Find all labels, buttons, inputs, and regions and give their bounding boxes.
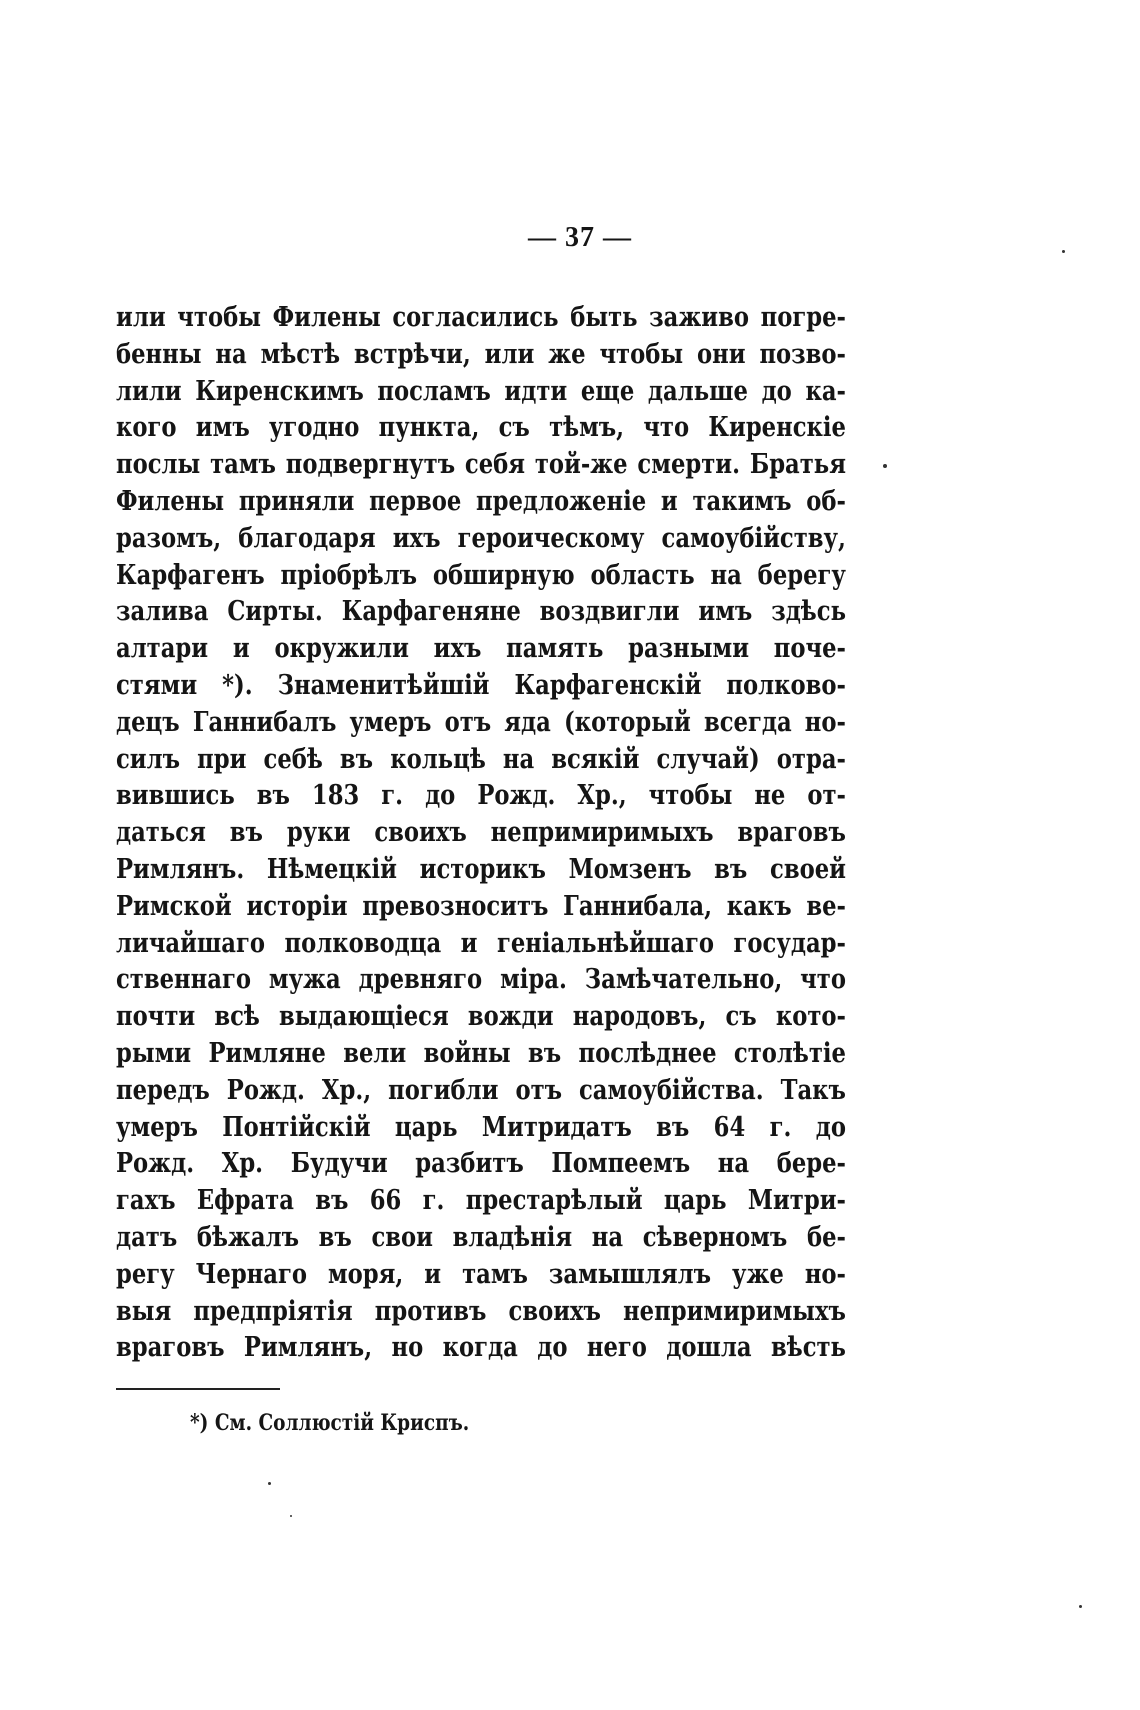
text-line: послы тамъ подвергнутъ себя той-же смерти. Братья — [116, 449, 846, 481]
text-line: враговъ Римлянъ, но когда до него дошла вѣсть — [116, 1332, 846, 1364]
text-line: лили Киренскимъ посламъ идти еще дальше до ка- — [116, 375, 846, 407]
scan-speck — [268, 1482, 271, 1485]
scan-speck — [883, 464, 887, 468]
text-line: Рожд. Хр. Будучи разбитъ Помпеемъ на бере- — [116, 1148, 846, 1180]
text-line: ственнаго мужа древняго міра. Замѣчательно, что — [116, 964, 846, 996]
text-line: Филены приняли первое предложеніе и такимъ об- — [116, 485, 846, 517]
text-line: стями *). Знаменитѣйшій Карфагенскій полково- — [116, 669, 846, 701]
text-line: вившись въ 183 г. до Рожд. Хр., чтобы не от- — [116, 780, 846, 812]
text-line: рыми Римляне вели войны въ послѣднее столѣтіе — [116, 1037, 846, 1069]
scan-speck — [290, 1515, 292, 1517]
text-line: залива Сирты. Карфагеняне воздвигли имъ здѣсь — [116, 596, 846, 628]
text-line: датъ бѣжалъ въ свои владѣнія на сѣверномъ бе- — [116, 1221, 846, 1253]
text-line: гахъ Ефрата въ 66 г. престарѣлый царь Митри- — [116, 1185, 846, 1217]
text-line: силъ при себѣ въ кольцѣ на всякій случай) отра- — [116, 743, 846, 775]
footnote-rule — [116, 1388, 280, 1390]
text-line: или чтобы Филены согласились быть заживо погре- — [116, 302, 846, 333]
body-text — [116, 300, 846, 1367]
text-line: почти всѣ выдающіеся вожди народовъ, съ кото- — [116, 1001, 846, 1033]
text-line: бенны на мѣстѣ встрѣчи, или же чтобы они позво- — [116, 338, 846, 370]
text-line: кого имъ угодно пункта, съ тѣмъ, что Киренскіе — [116, 412, 846, 444]
scan-speck — [1079, 1605, 1082, 1608]
text-line: децъ Ганнибалъ умеръ отъ яда (который всегда но- — [116, 706, 846, 738]
text-line: выя предпріятія противъ своихъ непримиримыхъ — [116, 1295, 846, 1327]
text-line: передъ Рожд. Хр., погибли отъ самоубійства. Такъ — [116, 1074, 846, 1106]
text-line: даться въ руки своихъ непримиримыхъ враговъ — [116, 817, 846, 849]
text-line: Римлянъ. Нѣмецкій историкъ Момзенъ въ своей — [116, 853, 846, 885]
text-line: алтари и окружили ихъ память разными поче- — [116, 633, 846, 665]
page-number: — 37 — — [528, 222, 632, 253]
scan-speck — [1062, 250, 1065, 253]
text-line: Римской исторіи превозноситъ Ганнибала, какъ ве- — [116, 890, 846, 922]
text-line: умеръ Понтійскій царь Митридатъ въ 64 г. до — [116, 1111, 846, 1143]
footnote: *) См. Соллюстій Криспъ. — [190, 1410, 470, 1436]
text-line: разомъ, благодаря ихъ героическому самоубійству, — [116, 522, 846, 554]
text-line: личайшаго полководца и геніальнѣйшаго государ- — [116, 927, 846, 959]
text-line: регу Чернаго моря, и тамъ замышлялъ уже но- — [116, 1258, 846, 1290]
text-line: Карфагенъ пріобрѣлъ обширную область на берегу — [116, 559, 846, 591]
